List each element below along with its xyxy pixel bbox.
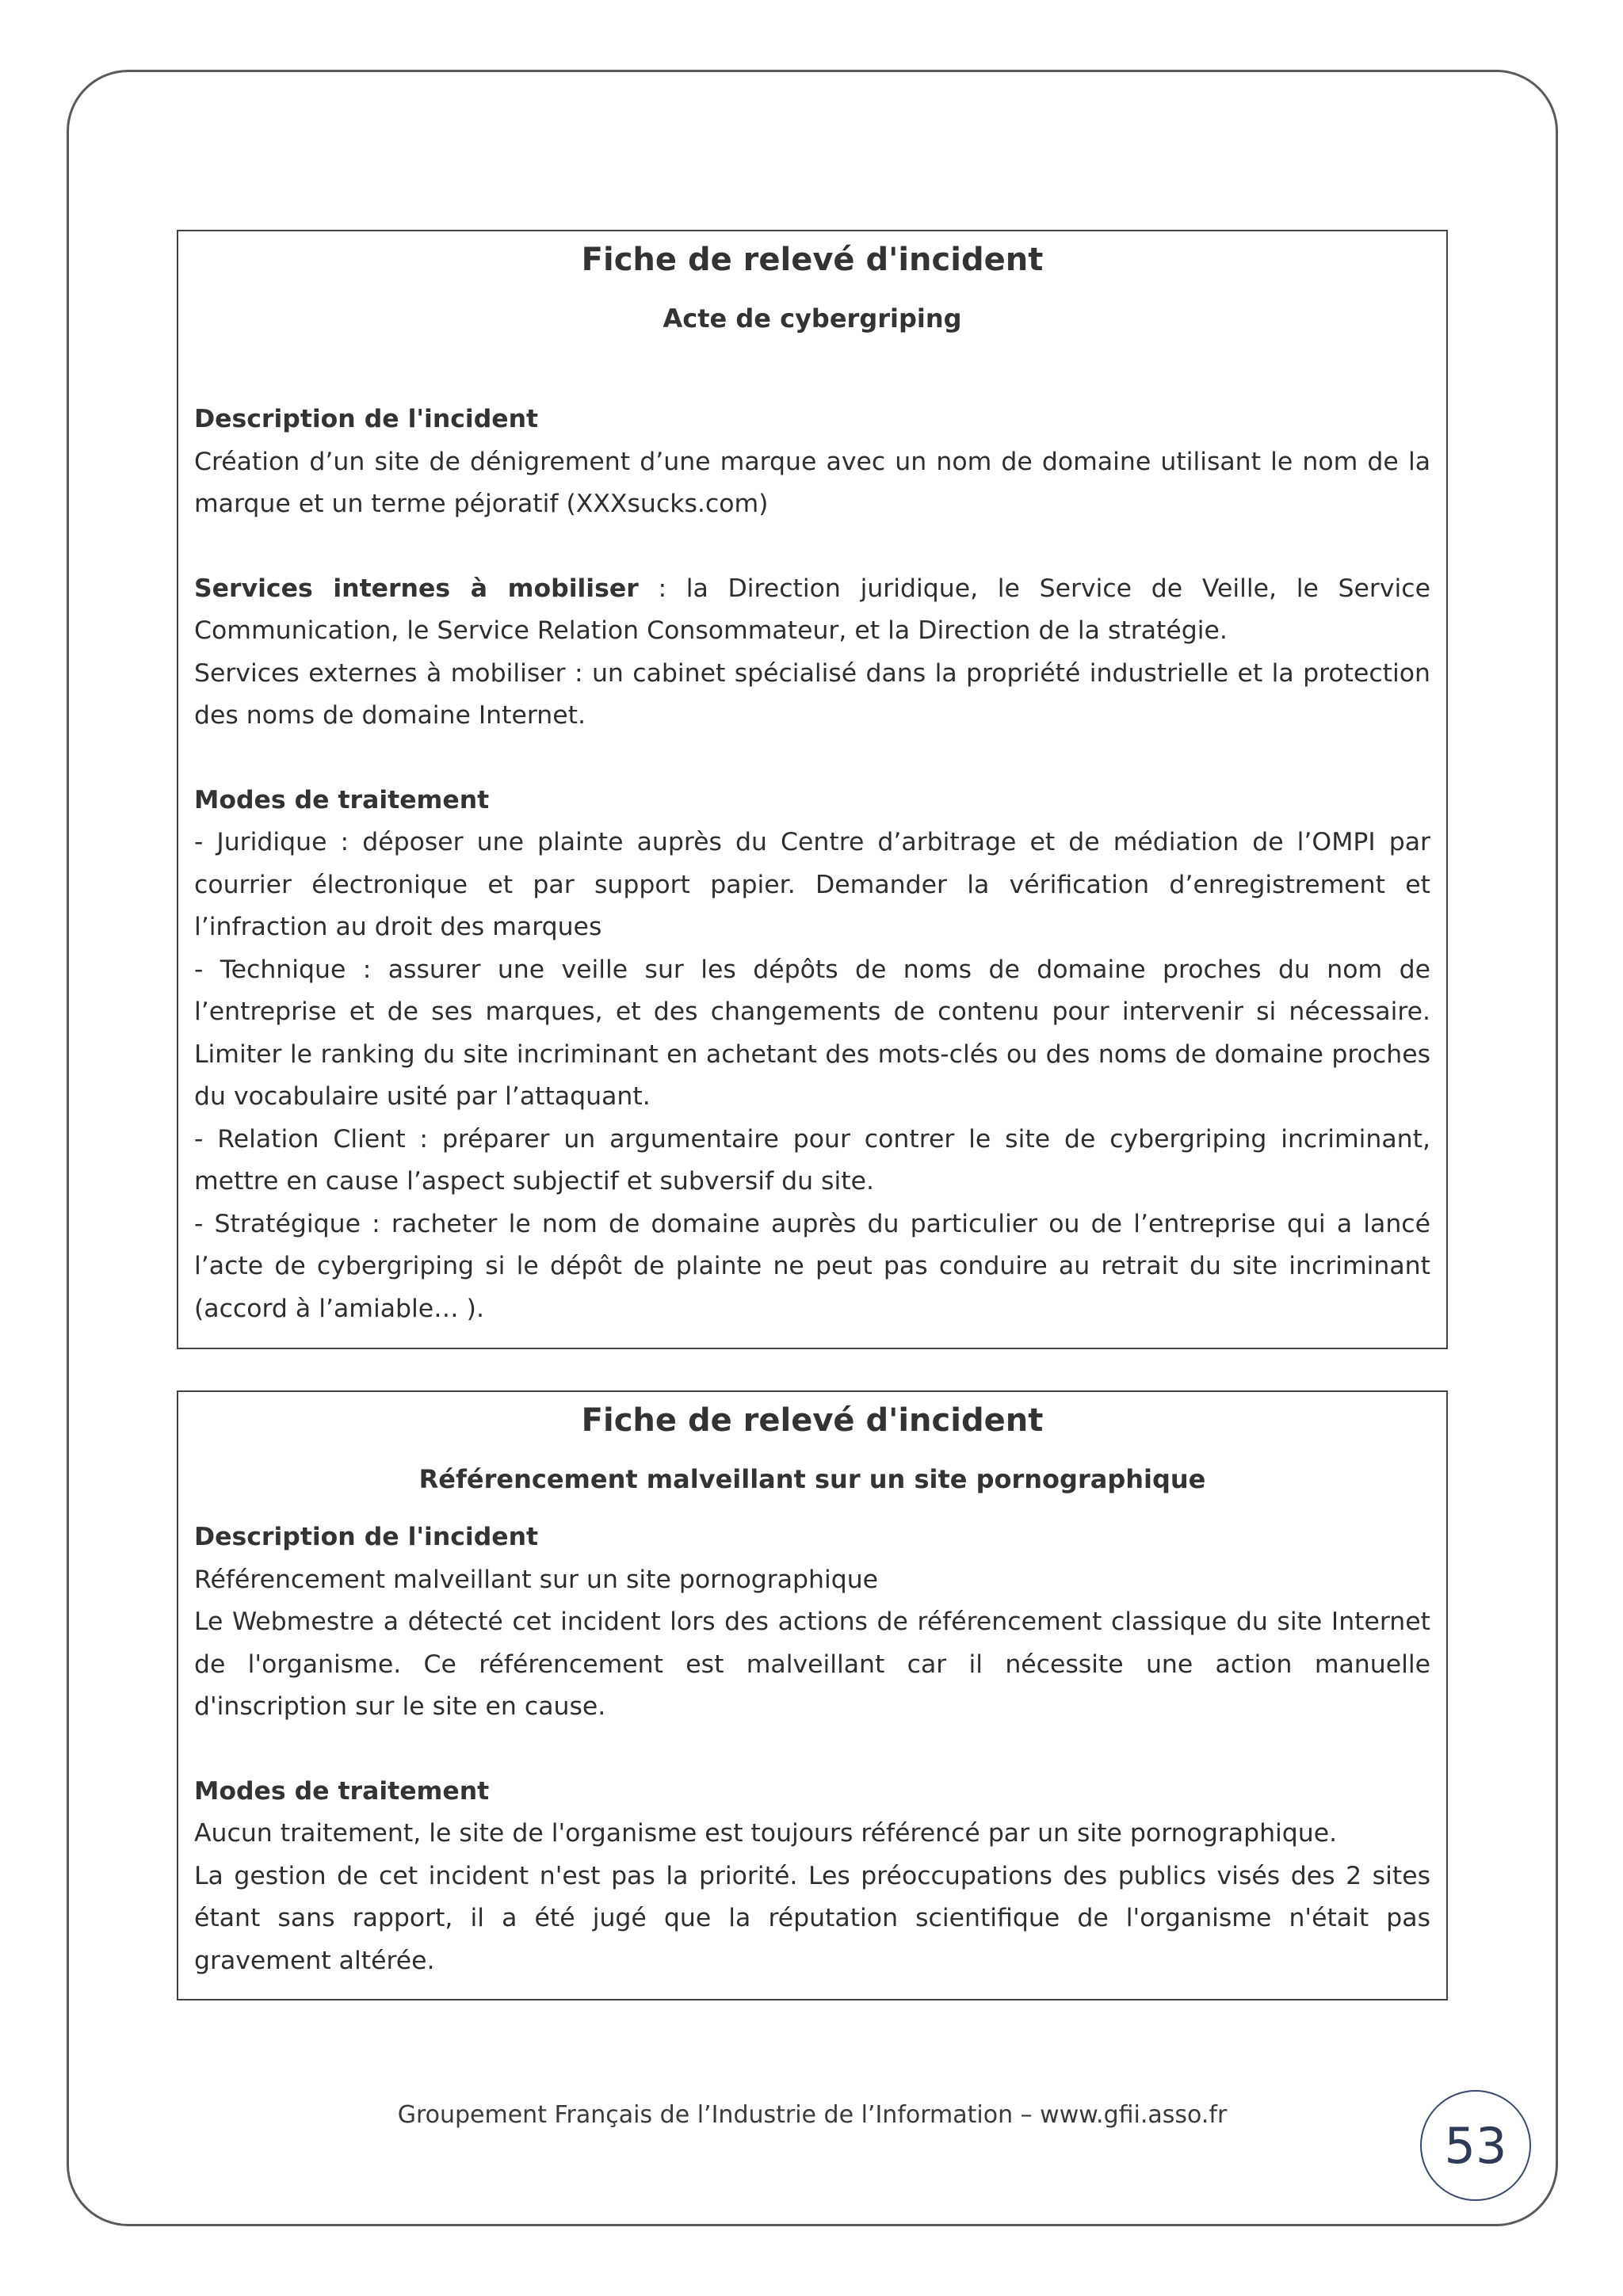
card-title: Fiche de relevé d'incident (581, 1402, 1044, 1439)
description-section (194, 1516, 1430, 1729)
description-heading: Description de l'incident (194, 405, 539, 433)
description-line: Le Webmestre a détecté cet incident lors des actions de référencement classique du site Internet de l'organisme. Ce référencement est malveillant car il nécessite une action manuelle d'inscription sur le site en cause. (194, 1608, 1430, 1721)
card-title: Fiche de relevé d'incident (581, 242, 1044, 278)
footer-text: Groupement Français de l’Industrie de l’Information – www.gfii.asso.fr (397, 2101, 1228, 2129)
mode-item: La gestion de cet incident n'est pas la priorité. Les préoccupations des publics visés des 2 sites étant sans rapport, il a été jugé que la réputation scientifique de l'organisme n'était pas gravement altérée. (194, 1861, 1430, 1975)
mode-item: Aucun traitement, le site de l'organisme est toujours référencé par un site pornographique. (194, 1819, 1338, 1848)
description-section (194, 399, 1430, 526)
modes-heading: Modes de traitement (194, 785, 490, 814)
card-subtitle: Référencement malveillant sur un site pornographique (418, 1464, 1206, 1494)
description-heading: Description de l'incident (194, 1523, 539, 1551)
internal-services (194, 568, 1430, 653)
mode-item-technique: - Technique : assurer une veille sur les dépôts de noms de domaine proches du nom de l’entreprise et de ses marques, et des changements de contenu pour intervenir si nécessaire. Limiter le ranking du site incriminant en achetant des mots-clés ou des noms de domaine proches du vocabulaire usité par l’attaquant. (194, 955, 1430, 1111)
internal-services-label: Services internes à mobiliser (194, 574, 639, 603)
mode-item-juridique: - Juridique : déposer une plainte auprès du Centre d’arbitrage et de médiation de l’OMPI par courrier électronique et par support papier. Demander la vérification d’enregistrement et l’infraction au droit des marques (194, 828, 1430, 941)
mode-item-strategique: - Stratégique : racheter le nom de domaine auprès du particulier ou de l’entreprise qui a lancé l’acte de cybergriping si le dépôt de plainte ne peut pas conduire au retrait du site incriminant (accord à l’amiable… ). (194, 1209, 1430, 1323)
incident-card-cybergriping (177, 230, 1448, 1349)
page-number: 53 (1420, 2090, 1531, 2201)
modes-heading: Modes de traitement (194, 1776, 490, 1806)
card-subtitle: Acte de cybergriping (663, 303, 962, 334)
description-text: Création d’un site de dénigrement d’une marque avec un nom de domaine utilisant le nom de la marque et un terme péjoratif (XXXsucks.com) (194, 447, 1430, 518)
modes-section (194, 1771, 1430, 1983)
internal-services-text: : la Direction juridique, le Service de Veille, le Service Communication, le Service Relation Consommateur, et la Direction de la stratégie. (194, 574, 1430, 645)
external-services: Services externes à mobiliser : un cabinet spécialisé dans la propriété industrielle et la protection des noms de domaine Internet. (194, 658, 1430, 730)
mode-item-relation-client: - Relation Client : préparer un argumentaire pour contrer le site de cybergriping incriminant, mettre en cause l’aspect subjectif et subversif du site. (194, 1124, 1430, 1196)
services-section (194, 568, 1430, 738)
modes-section (194, 780, 1430, 1331)
incident-card-referencement (177, 1390, 1448, 2000)
description-line: Référencement malveillant sur un site pornographique (194, 1565, 879, 1594)
